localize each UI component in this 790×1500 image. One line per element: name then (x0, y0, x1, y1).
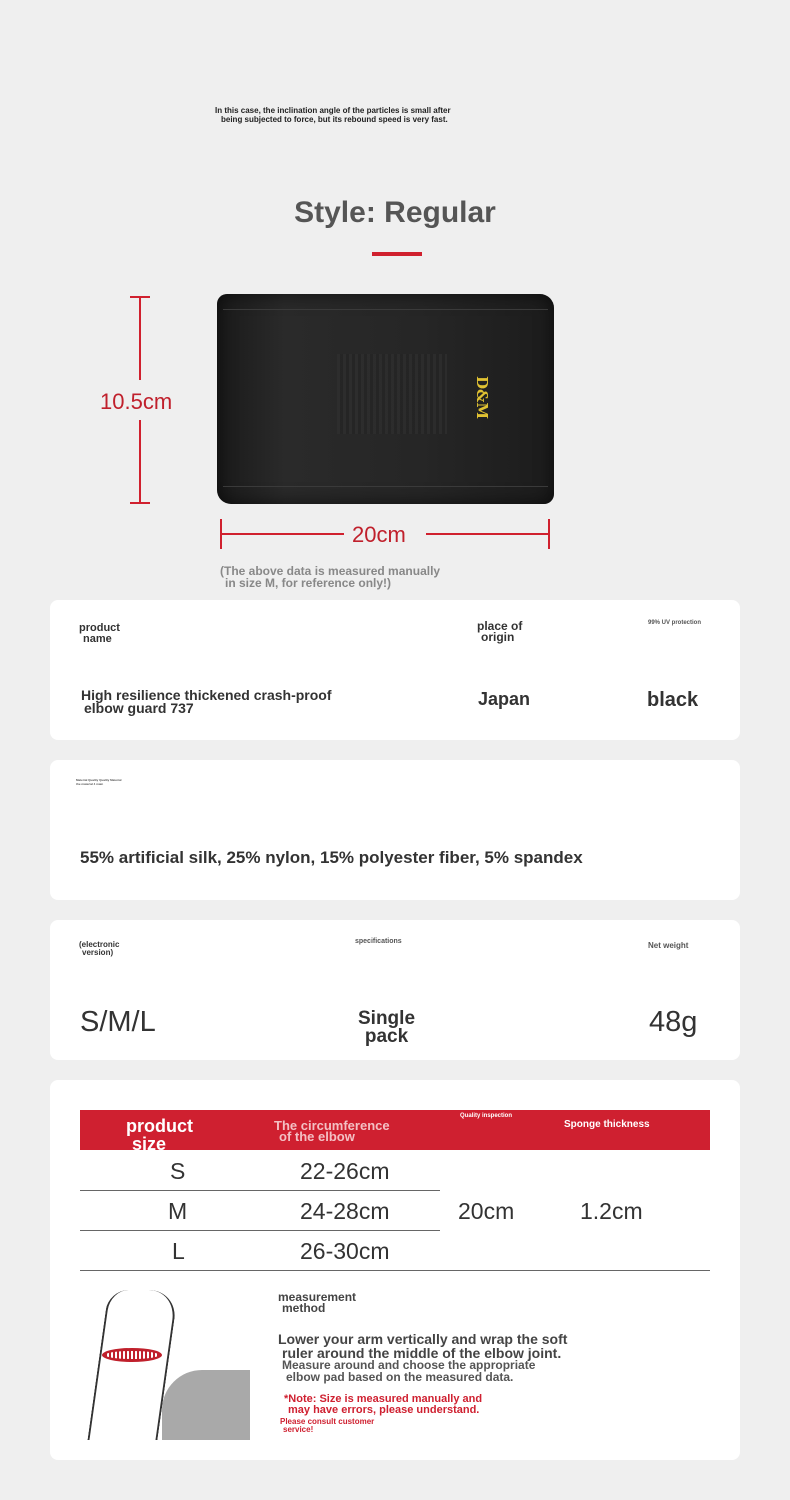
origin-label (477, 621, 522, 643)
brand-logo: D&M (473, 376, 491, 420)
consult-service-note (280, 1418, 420, 1434)
version-label-line-1: (electronic (79, 940, 120, 949)
measurement-choose-text (282, 1359, 602, 1383)
sleeve-rib-top (223, 298, 548, 310)
circ-cell-s: 22-26cm (300, 1158, 390, 1184)
material-value: 55% artificial silk, 25% nylon, 15% polyester fiber, 5% spandex (80, 848, 583, 867)
table-bottom-line (80, 1270, 710, 1271)
header-circumference-line-2: of the elbow (279, 1129, 355, 1144)
table-row-divider (80, 1230, 440, 1231)
sponge-thickness-value: 1.2cm (580, 1198, 643, 1224)
sleeve-knit-pattern (337, 354, 447, 434)
width-dimension-label: 20cm (352, 522, 406, 547)
version-label-line-2: version) (82, 948, 114, 957)
title-underline (372, 252, 422, 256)
header-product-size (126, 1117, 193, 1153)
table-row-divider (80, 1190, 440, 1191)
size-cell-l: L (172, 1238, 185, 1264)
measurement-warning-note (284, 1394, 544, 1416)
header-circumference-line-1: The circumference (274, 1118, 390, 1133)
elbow-sleeve-image (217, 294, 554, 504)
product-name-label-line-1: product (79, 622, 120, 634)
height-dimension-line-lower (139, 420, 141, 504)
material-card (50, 760, 740, 900)
consult-service-line-1: Please consult customer (280, 1417, 375, 1426)
measurement-method-title (278, 1292, 356, 1314)
header-sponge-thickness: Sponge thickness (564, 1119, 650, 1130)
circ-cell-m: 24-28cm (300, 1198, 390, 1224)
measurement-instruction (278, 1332, 638, 1360)
measurement-note (220, 565, 500, 589)
color-value: black (647, 689, 699, 711)
specifications-value-line-1: Single (358, 1008, 416, 1029)
product-info-card (50, 600, 740, 740)
net-weight-value: 48g (649, 1006, 698, 1038)
height-dimension-label: 10.5cm (100, 389, 173, 414)
size-chart-card (50, 1080, 740, 1460)
width-dimension-cap-right (548, 519, 550, 549)
intro-text (215, 106, 575, 124)
measurement-instruction-line-1: Lower your arm vertically and wrap the soft (278, 1331, 568, 1347)
header-product-size-line-1: product (126, 1116, 193, 1136)
material-label-line-1: Material Quality Quality Material (76, 778, 122, 782)
arm-shadow (162, 1370, 250, 1440)
intro-line-2: being subjected to force, but its rebound speed is very fast. (221, 115, 448, 124)
quality-inspection-value: 20cm (458, 1198, 515, 1224)
uv-protection-label: 99% UV protection (648, 620, 702, 626)
specifications-label: specifications (355, 938, 402, 945)
origin-label-line-2: origin (481, 630, 515, 644)
product-name-label-line-2: name (83, 633, 112, 645)
width-dimension-line-right (426, 533, 550, 535)
measurement-note-line-2: in size M, for reference only!) (225, 576, 392, 590)
sizes-value: S/M/L (80, 1006, 156, 1038)
measurement-note-line-1: (The above data is measured manually (220, 564, 441, 578)
origin-value: Japan (478, 689, 531, 709)
size-cell-s: S (170, 1158, 186, 1184)
measurement-warning-line-2: may have errors, please understand. (288, 1404, 480, 1416)
sleeve-rib-bottom (223, 486, 548, 498)
material-label (76, 778, 122, 786)
header-quality-inspection: Quality inspection (460, 1113, 513, 1119)
height-dimension-line-upper (139, 296, 141, 380)
measurement-method-title-line-1: measurement (278, 1290, 357, 1304)
product-name-value-line-2: elbow guard 737 (84, 700, 194, 716)
measurement-warning-line-1: *Note: Size is measured manually and (284, 1393, 483, 1405)
header-product-size-line-2: size (132, 1134, 167, 1154)
measurement-choose-line-1: Measure around and choose the appropriate (282, 1358, 536, 1372)
net-weight-label: Net weight (648, 941, 689, 950)
product-name-value-line-1: High resilience thickened crash-proof (81, 687, 332, 703)
arm-measurement-illustration (80, 1280, 250, 1440)
specs-card (50, 920, 740, 1060)
size-table-header (80, 1110, 710, 1154)
version-label (79, 941, 119, 957)
specifications-value (358, 1010, 415, 1046)
intro-line-1: In this case, the inclination angle of the particles is small after (215, 106, 451, 115)
product-name-label (79, 623, 120, 645)
measuring-tape-icon (102, 1348, 162, 1362)
measurement-instruction-line-2: ruler around the middle of the elbow joint. (282, 1345, 562, 1361)
measurement-method-title-line-2: method (282, 1301, 326, 1315)
consult-service-line-2: service! (283, 1425, 314, 1434)
width-dimension-line-left (220, 533, 344, 535)
product-name-value (81, 689, 401, 715)
header-circumference (274, 1120, 390, 1142)
specifications-value-line-2: pack (364, 1026, 409, 1047)
origin-label-line-1: place of (477, 619, 523, 633)
circ-cell-l: 26-30cm (300, 1238, 390, 1264)
height-dimension-cap-bottom (130, 502, 150, 504)
material-label-line-2: the material 4 main (76, 782, 104, 786)
measurement-choose-line-2: elbow pad based on the measured data. (286, 1370, 514, 1384)
style-title: Style: Regular (294, 196, 496, 229)
size-cell-m: M (168, 1198, 188, 1224)
